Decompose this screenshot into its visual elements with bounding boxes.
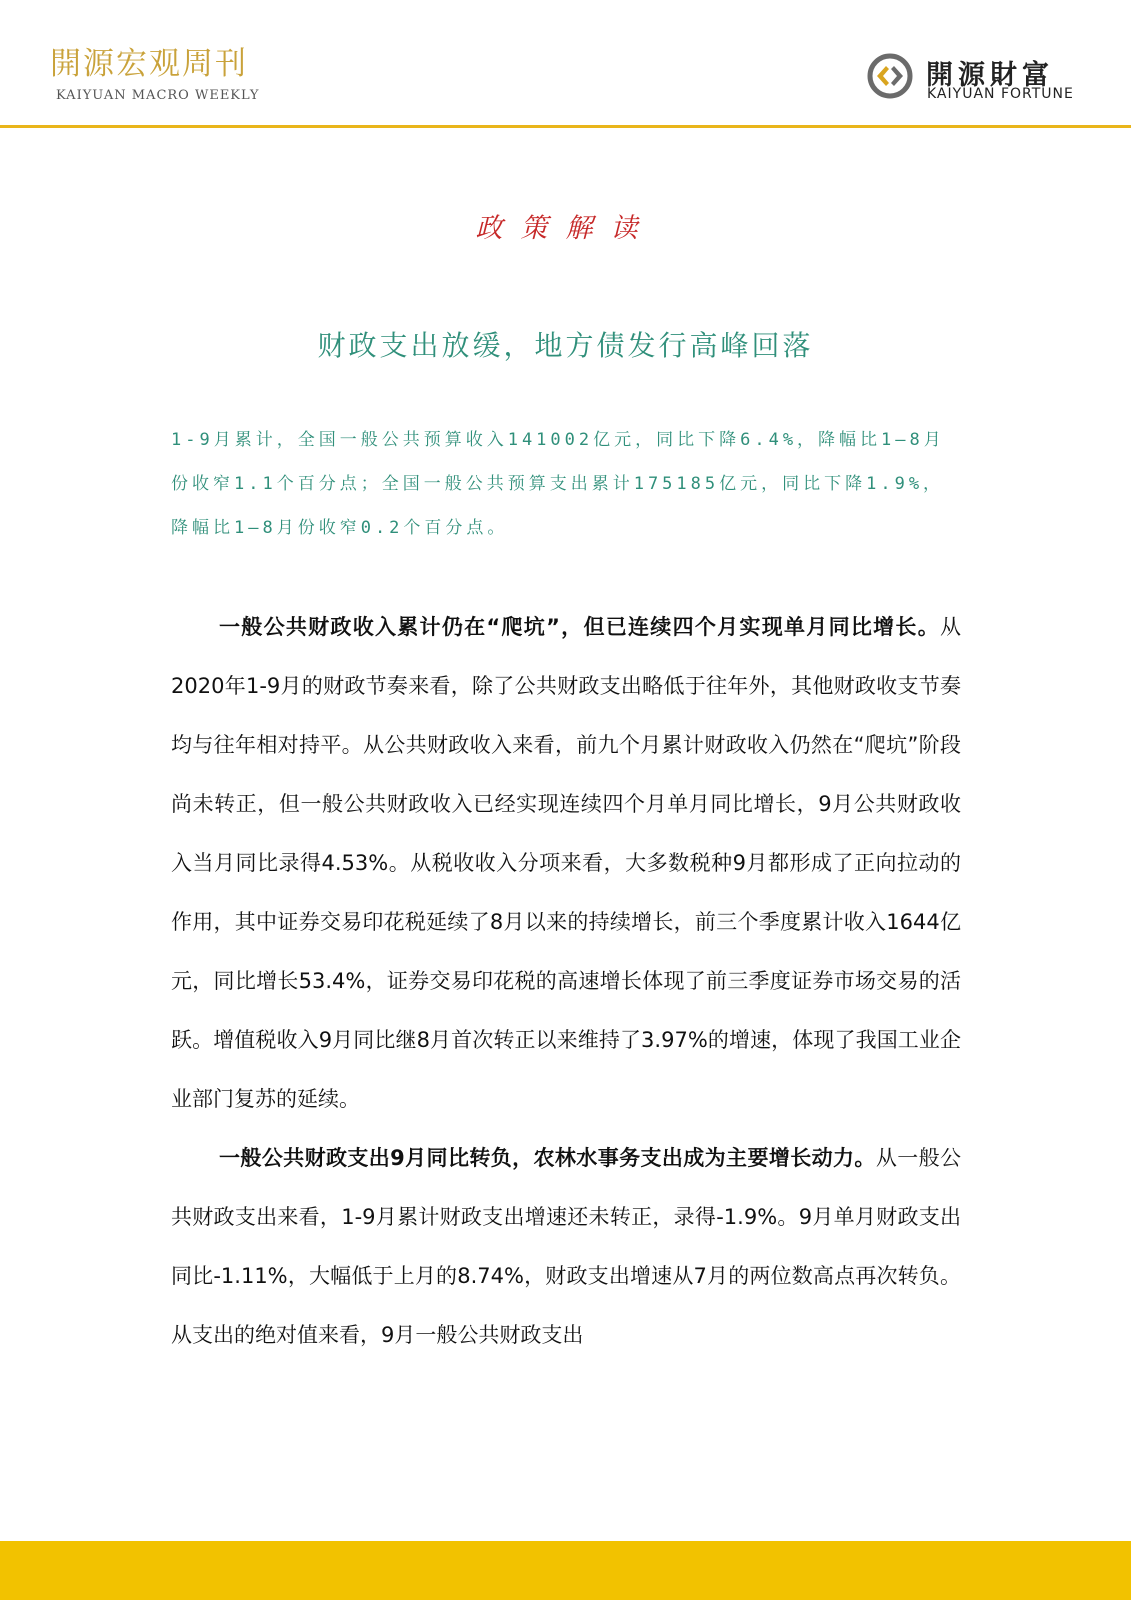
header-divider: [0, 125, 1131, 128]
section-heading: 政策解读: [475, 213, 656, 244]
brand-subtitle: KAIYUAN MACRO WEEKLY: [56, 88, 260, 103]
footer-bar: [0, 1541, 1131, 1600]
paragraph-text: 从2020年1-9月的财政节奏来看，除了公共财政支出略低于往年外，其他财政收支节奏均与往年相对持平。从公共财政收入来看，前九个月累计财政收入仍然在“爬坑”阶段尚未转正，但一般公共财政收入已经实现连续四个月单月同比增长，9月公共财政收入当月同比录得4.53%。从税收收入分项来看，大多数税种9月都形成了正向拉动的作用，其中证券交易印花税延续了8月以来的持续增长，前三个季度累计收入1644亿元，同比增长53.4%，证券交易印花税的高速增长体现了前三季度证券市场交易的活跃。增值税收入9月同比继8月首次转正以来维持了3.97%的增速，体现了我国工业企业部门复苏的延续。: [171, 615, 961, 1111]
article-title: 财政支出放缓，地方债发行高峰回落: [317, 329, 814, 362]
logo-english-name: KAIYUAN FORTUNE: [927, 86, 1074, 102]
article-body: [171, 598, 961, 1365]
article-summary: 1-9月累计，全国一般公共预算收入141002亿元，同比下降6.4%，降幅比1—8月份收窄1.1个百分点；全国一般公共预算支出累计175185亿元，同比下降1.9%，降幅比1—8月份收窄0.2个百分点。: [171, 430, 945, 538]
brand-title: 開源宏观周刊: [50, 46, 248, 82]
logo-chinese-name: 開源財富: [926, 60, 1054, 91]
kaiyuan-logo-icon: [866, 52, 914, 100]
paragraph-lead: 一般公共财政收入累计仍在“爬坑”，但已连续四个月实现单月同比增长。: [219, 615, 940, 639]
body-paragraph: [171, 598, 961, 1129]
paragraph-text: 从一般公共财政支出来看，1-9月累计财政支出增速还未转正，录得-1.9%。9月单月财政支出同比-1.11%，大幅低于上月的8.74%，财政支出增速从7月的两位数高点再次转负。从支出的绝对值来看，9月一般公共财政支出: [171, 1146, 962, 1347]
paragraph-lead: 一般公共财政支出9月同比转负，农林水事务支出成为主要增长动力。: [219, 1146, 876, 1170]
body-paragraph: [171, 1129, 961, 1365]
kaiyuan-logo: [866, 50, 1078, 110]
page-header: [0, 0, 1131, 128]
